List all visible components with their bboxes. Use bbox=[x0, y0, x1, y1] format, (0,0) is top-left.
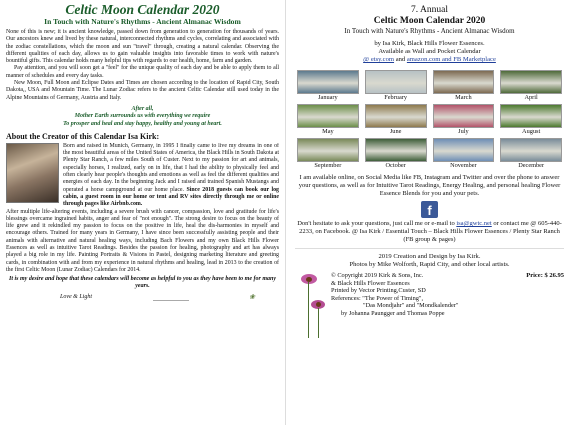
price-label: Price: $ 26.95 bbox=[526, 272, 564, 279]
attention-paragraph: Pay attention, and you will soon get a "feel" for the unique quality of each day and be able to apply them to all manner of schedules and every day tasks. bbox=[6, 65, 279, 79]
calendar-title: Celtic Moon Calendar 2020 bbox=[373, 16, 486, 26]
signoff-text: Love & Light bbox=[60, 293, 93, 300]
month-cell bbox=[365, 138, 427, 170]
quote-line-3: To prosper and heal and stay happy, healthy and young at heart. bbox=[63, 120, 222, 127]
month-photo bbox=[500, 70, 562, 94]
page-subtitle: In Touch with Nature's Rhythms - Ancient Almanac Wisdom bbox=[44, 17, 241, 26]
month-label: August bbox=[522, 128, 541, 135]
signoff-row bbox=[60, 292, 255, 301]
printer-line: Printed by Vector Printing,Custer, SD bbox=[331, 287, 426, 295]
bio-section bbox=[6, 143, 279, 274]
intro-paragraph: None of this is new; it is ancient knowledge, passed down from generation to generation for thousands of years. Our ancestors knew and lived by these natural, interconnected rhythms and cycles, correlating and associated with the zodiac constellations, which the moon and sun "travel" through, creating a natural calendar. Observing the different qualities of each day, allows us to gain valuable insights into favorable times to work with nature's bountiful gifts. This calendar holds many helpful tips with regards to our health, home, farm and garden. bbox=[6, 29, 279, 65]
month-photo bbox=[297, 104, 359, 128]
design-credit: 2019 Creation and Design by Isa Kirk. bbox=[378, 253, 481, 260]
month-photo bbox=[365, 70, 427, 94]
calendar-subtitle: In Touch with Nature's Rhythms - Ancient Almanac Wisdom bbox=[344, 27, 515, 35]
month-photo bbox=[433, 70, 495, 94]
month-photo-grid bbox=[297, 70, 562, 170]
month-cell bbox=[297, 138, 359, 170]
month-photo bbox=[297, 138, 359, 162]
month-cell bbox=[433, 138, 495, 170]
quote-line-1: After all, bbox=[131, 105, 154, 112]
quote-line-2: Mother Earth surrounds us with everything we require bbox=[74, 113, 211, 120]
month-cell bbox=[297, 104, 359, 136]
footer bbox=[295, 272, 564, 342]
shop-links: @ etsy.com and amazon.com and FB Marketplace bbox=[363, 56, 496, 63]
divider bbox=[295, 248, 564, 249]
footer-credits bbox=[331, 272, 526, 342]
month-cell bbox=[433, 104, 495, 136]
social-paragraph: I am available online, on Social Media like FB, Instagram and Twitter and over the phone to answer your questions, as well as for Intuitive Tarot Readings, Energy Healing, and personal healing Flower Essence Blends for you and your pets. bbox=[298, 174, 561, 197]
references-line-2: "Das Mondjahr" and "Mondkalender" bbox=[363, 302, 459, 310]
bio-bold-text: Since 2018 guests can book our log cabin, a guest room in our home or tent and RV sites directly through me or online through pages like Airbnb.com. bbox=[63, 186, 279, 208]
about-heading: About the Creator of this Calendar Isa Kirk: bbox=[6, 131, 160, 141]
amazon-link[interactable]: amazon.com bbox=[406, 56, 441, 63]
month-photo bbox=[500, 104, 562, 128]
month-cell bbox=[433, 70, 495, 102]
etsy-link[interactable]: @ etsy.com bbox=[363, 56, 395, 63]
signature bbox=[153, 292, 189, 301]
month-label: April bbox=[524, 94, 538, 101]
month-cell bbox=[500, 138, 562, 170]
edition-label: 7. Annual bbox=[411, 5, 448, 15]
month-label: July bbox=[458, 128, 469, 135]
month-label: December bbox=[518, 162, 545, 169]
month-photo bbox=[297, 70, 359, 94]
month-label: March bbox=[455, 94, 472, 101]
month-photo bbox=[500, 138, 562, 162]
fb-marketplace-link[interactable]: and FB Marketplace bbox=[440, 56, 496, 63]
month-label: February bbox=[384, 94, 407, 101]
facebook-icon[interactable]: f bbox=[421, 201, 438, 218]
references-line: References: "The Power of Timing", bbox=[331, 294, 424, 302]
month-label: September bbox=[314, 162, 342, 169]
company-line: & Black Hills Flower Essences bbox=[331, 279, 410, 287]
right-page bbox=[287, 0, 570, 425]
availability-line: Available as Wall and Pocket Calendar bbox=[378, 48, 481, 55]
month-label: June bbox=[389, 128, 402, 135]
month-cell bbox=[500, 70, 562, 102]
month-cell bbox=[500, 104, 562, 136]
month-cell bbox=[365, 70, 427, 102]
references-line-3: by Johanna Paungger and Thomas Poppe bbox=[341, 309, 445, 317]
month-label: May bbox=[322, 128, 334, 135]
contact-paragraph: Don't hesitate to ask your questions, just call me or e-mail to isa@gwtc.net or contact me @ 605-440-2233, on Facebook. @ Isa Kirk / Essential Touch – Black Hills Flower Essences / Plenty Star Ranch (FB group & pages) bbox=[297, 220, 562, 243]
month-label: November bbox=[450, 162, 477, 169]
month-cell bbox=[365, 104, 427, 136]
month-cell bbox=[297, 70, 359, 102]
bio-paragraph-2: After multiple life-altering events, including a severe brush with cancer, compassion, love and gratitude for life's blessings overcame ingrained habits, anger and fear of "not enough". The strong desire to focus on the beauty of life grew and it rekindled my passion to focus on the positive in life, heal the dis-harmonies in myself and encourage others. Trained for many years in Germany, I have since been successfully assisting people and their animals with alternative and natural healing ways, including Bach Flowers and my own Black Hills Flower Essences as well as intuitive Tarot Readings. Besides the passion for healing, photography and art has always played a big role in my life. Painting Portraits & Visions in Pastel, designing marketing literature and greeting cards, in combination with and from my experience in natural rhythms and healing, lead in 2013 to the creation of the first Celtic Moon (Lunar Zodiac) Calendars for 2014. bbox=[6, 208, 279, 273]
month-label: January bbox=[318, 94, 338, 101]
page-title: Celtic Moon Calendar 2020 bbox=[65, 2, 220, 17]
closing-statement: It is my desire and hope that these calendars will become as helpful to you as they have been to me for many years. bbox=[9, 276, 276, 290]
bio-text-1: Born and raised in Munich, Germany, in 1995 I finally came to live my dreams in one of the most beautiful areas of the United States of America, the Black Hills in South Dakota at Plenty Star Ranch, a few miles South of Custer. Next to my passion for art and animals, especially horses, I realized, early on in life, that I had the ability to physically feel and often clearly hear people's thoughts and emotions as well as feel the different qualities and energies of each day. In the beginning Jack and I raised and trained Spanish Mustangs and operated a horse campground at our home place. bbox=[63, 142, 279, 193]
author-photo bbox=[6, 143, 59, 203]
moon-dates-paragraph: New Moon, Full Moon and Eclipse Dates and Times are chosen according to the location of Rapid City, South Dakota,, USA and Mountain Time. The Lunar Zodiac refers to the ancient Celtic Calendar still used today in the Alpine Mountains of Germany, Austria and Italy. bbox=[6, 80, 279, 101]
photo-credit: Photos by Mike Wolforth, Rapid City, and other local artists. bbox=[349, 261, 510, 268]
by-line: by Isa Kirk, Black Hills Flower Essences. bbox=[374, 40, 485, 47]
coneflower-illustration bbox=[295, 272, 331, 342]
copyright-line: © Copyright 2019 Kirk & Sons, Inc. bbox=[331, 272, 424, 279]
month-label: October bbox=[385, 162, 406, 169]
lotus-icon: ❀ bbox=[249, 292, 255, 301]
month-photo bbox=[365, 104, 427, 128]
email-link[interactable]: isa@gwtc.net bbox=[456, 220, 492, 227]
month-photo bbox=[433, 104, 495, 128]
month-photo bbox=[365, 138, 427, 162]
month-photo bbox=[433, 138, 495, 162]
